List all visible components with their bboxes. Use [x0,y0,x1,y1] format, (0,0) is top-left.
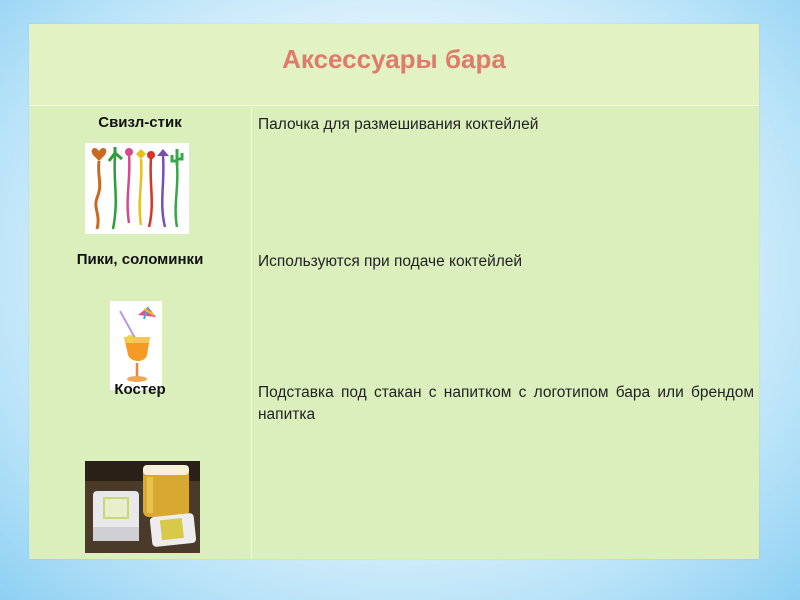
row-label-picks-straws: Пики, соломинки [76,251,204,268]
cocktail-glass-image [110,301,162,390]
row-desc-coaster: Подставка под стакан с напитком с логотипом бара или брендом напитка [258,384,754,423]
row-label-coaster: Костер [114,381,166,398]
swizzle-sticks-image [85,143,189,234]
table-right-column [252,106,759,559]
title-divider [29,105,759,106]
row-desc-picks-straws: Используются при подаче коктейлей [258,253,523,270]
accessories-table [29,106,759,559]
slide-title-text: Аксессуары бара [282,43,506,74]
slide-title [29,24,759,106]
row-label-swizzle-stick: Свизл-стик [98,114,182,131]
row-desc-swizzle-stick: Палочка для размешивания коктейлей [258,116,539,133]
slide [29,24,759,559]
coaster-image [85,461,200,553]
